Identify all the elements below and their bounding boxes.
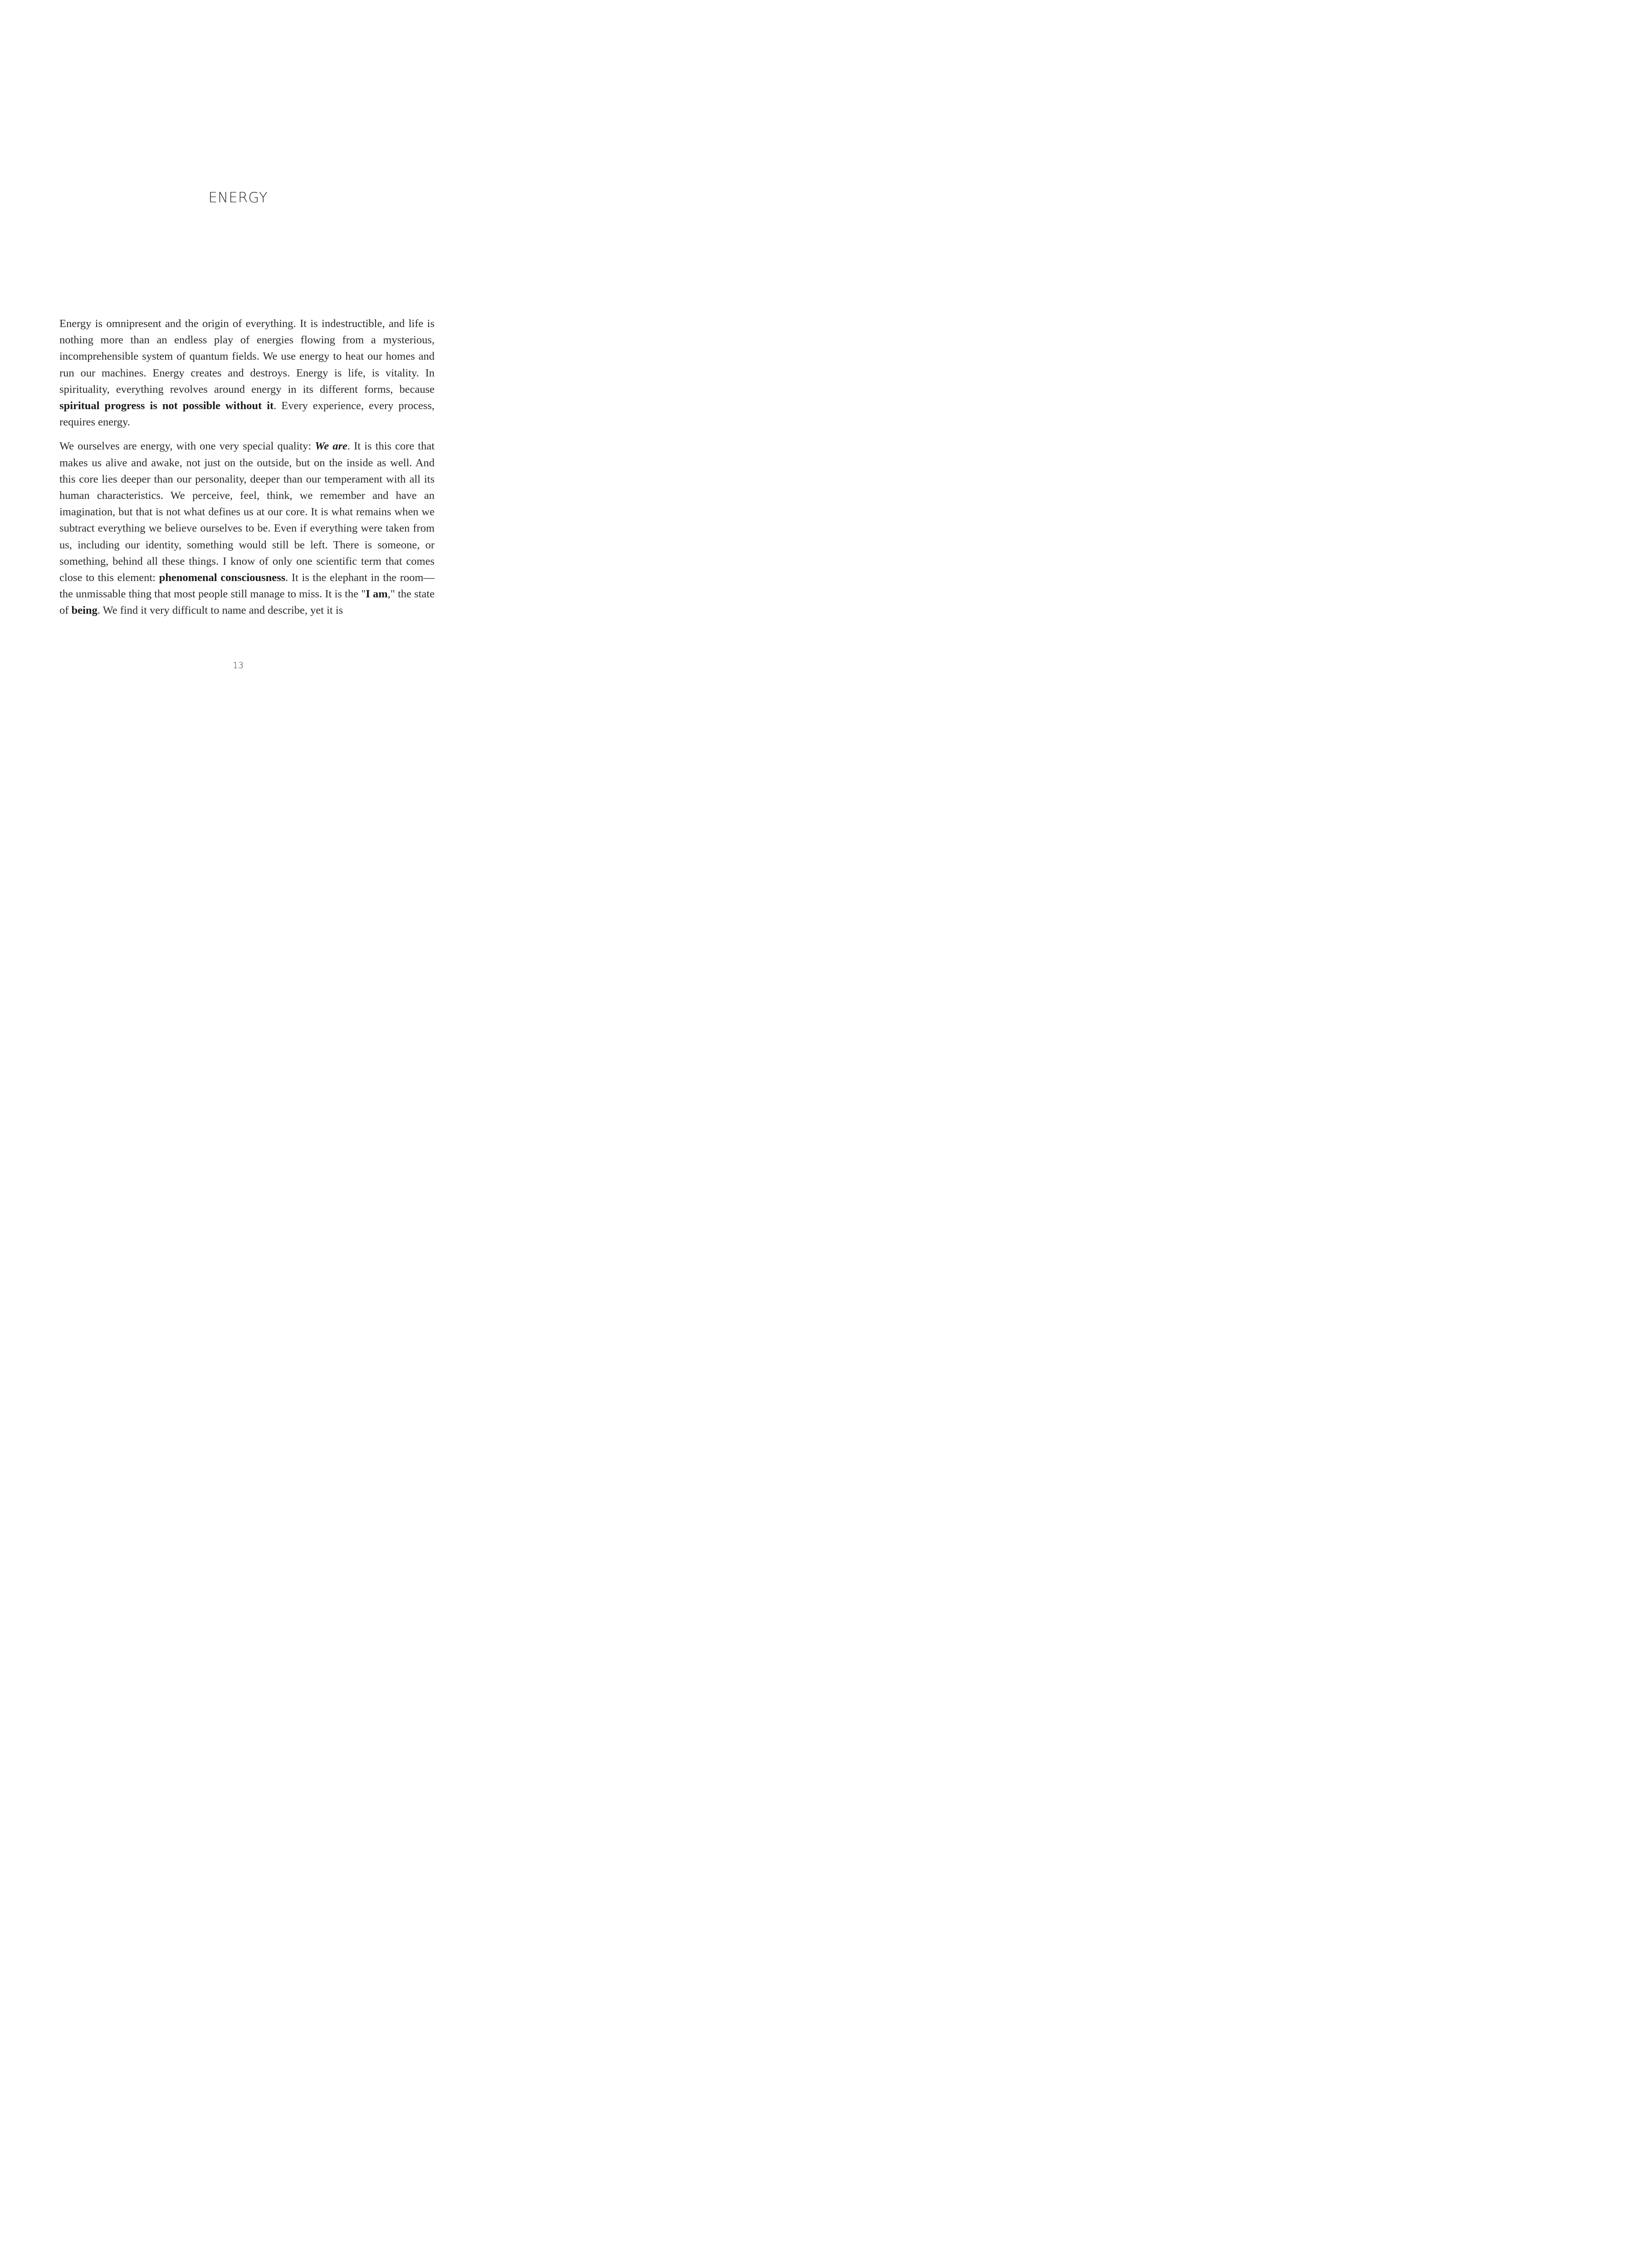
bold-italic-phrase: We are xyxy=(315,440,347,453)
bold-phrase: spiritual progress is not possible without it xyxy=(59,400,274,412)
body-text xyxy=(59,316,435,619)
text-run: . It is this core that makes us alive and awake, not just on the outside, but on the inside as well. And this core lies deeper than our personality, deeper than our temperament with all its human characteristics. We perceive, feel, think, we remember and have an imagination, but that is not what defines us at our core. It is what remains when we subtract everything we believe ourselves to be. Even if everything were taken from us, including our identity, something would still be left. There is someone, or something, behind all these things. I know of only one scientific term that comes close to this element: xyxy=(59,440,435,584)
text-run: . Every experience, every process, requires energy. xyxy=(59,400,435,429)
bold-phrase: I am xyxy=(366,588,388,601)
text-run: . We find it very difficult to name and describe, yet it is xyxy=(97,604,343,617)
text-run: Energy is omnipresent and the origin of everything. It is indestructible, and life is nothing more than an endless play of energies flowing from a mysterious, incomprehensible system of quantum fields. We use energy to heat our homes and run our machines. Energy creates and destroys. Energy is life, is vitality. In spirituality, everything revolves around energy in its different forms, because xyxy=(59,318,435,396)
paragraph-energy-origin xyxy=(59,316,435,430)
bold-phrase: phenomenal consciousness xyxy=(159,572,286,584)
chapter-title: ENERGY xyxy=(208,190,268,206)
text-run: . It is the elephant in the room—the unmissable thing that most people still manage to miss. It is the " xyxy=(59,572,435,601)
text-run: We ourselves are energy, with one very special quality: xyxy=(59,440,315,453)
paragraph-we-are xyxy=(59,438,435,619)
text-run: ," the state of xyxy=(59,588,435,617)
bold-phrase: being xyxy=(71,604,98,617)
page-number: 13 xyxy=(232,660,244,670)
